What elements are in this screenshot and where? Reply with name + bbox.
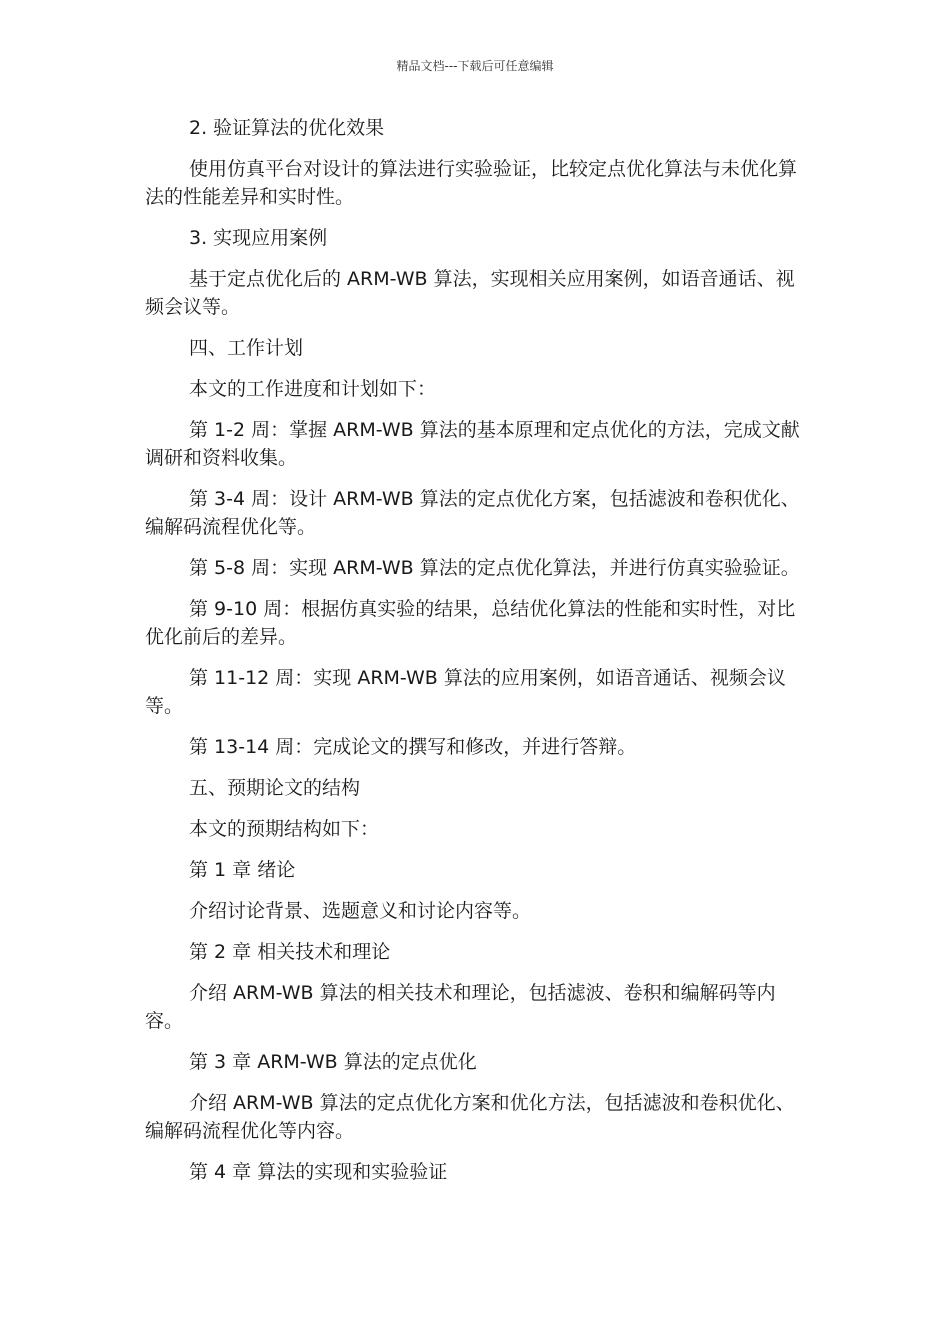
- chapter-title: 第 1 章 绪论: [189, 859, 296, 881]
- schedule-item: 第 9-10 周：根据仿真实验的结果，总结优化算法的性能和实时性，对比优化前后的差异。: [145, 598, 796, 648]
- schedule-item: 第 11-12 周：实现 ARM-WB 算法的应用案例，如语音通话、视频会议等。: [145, 667, 786, 717]
- chapter-title: 第 4 章 算法的实现和实验验证: [189, 1161, 448, 1183]
- section-heading: 四、工作计划: [189, 337, 304, 359]
- schedule-item: 第 1-2 周：掌握 ARM-WB 算法的基本原理和定点优化的方法，完成文献调研和资料收集。: [145, 419, 800, 469]
- body-paragraph: 基于定点优化后的 ARM-WB 算法，实现相关应用案例，如语音通话、视频会议等。: [145, 268, 795, 318]
- section-heading: 3. 实现应用案例: [189, 227, 328, 249]
- schedule-item: 第 3-4 周：设计 ARM-WB 算法的定点优化方案，包括滤波和卷积优化、编解码流程优化等。: [145, 488, 800, 538]
- section-heading: 2. 验证算法的优化效果: [189, 117, 385, 139]
- page-header: 精品文档---下载后可任意编辑: [396, 59, 554, 73]
- chapter-description: 介绍讨论背景、选题意义和讨论内容等。: [189, 900, 532, 922]
- chapter-title: 第 3 章 ARM-WB 算法的定点优化: [189, 1051, 477, 1073]
- schedule-item: 第 13-14 周：完成论文的撰写和修改，并进行答辩。: [189, 736, 637, 758]
- chapter-description: 介绍 ARM-WB 算法的相关技术和理论，包括滤波、卷积和编解码等内容。: [145, 982, 776, 1032]
- schedule-item: 第 5-8 周：实现 ARM-WB 算法的定点优化算法，并进行仿真实验验证。: [189, 557, 800, 579]
- body-paragraph: 使用仿真平台对设计的算法进行实验验证，比较定点优化算法与未优化算法的性能差异和实时性。: [145, 158, 798, 208]
- section-heading: 五、预期论文的结构: [189, 777, 361, 799]
- chapter-title: 第 2 章 相关技术和理论: [189, 941, 391, 963]
- body-paragraph: 本文的工作进度和计划如下：: [189, 378, 437, 400]
- document-body: [145, 114, 813, 1199]
- body-paragraph: 本文的预期结构如下：: [189, 818, 380, 840]
- chapter-description: 介绍 ARM-WB 算法的定点优化方案和优化方法，包括滤波和卷积优化、编解码流程优化等内容。: [145, 1092, 795, 1142]
